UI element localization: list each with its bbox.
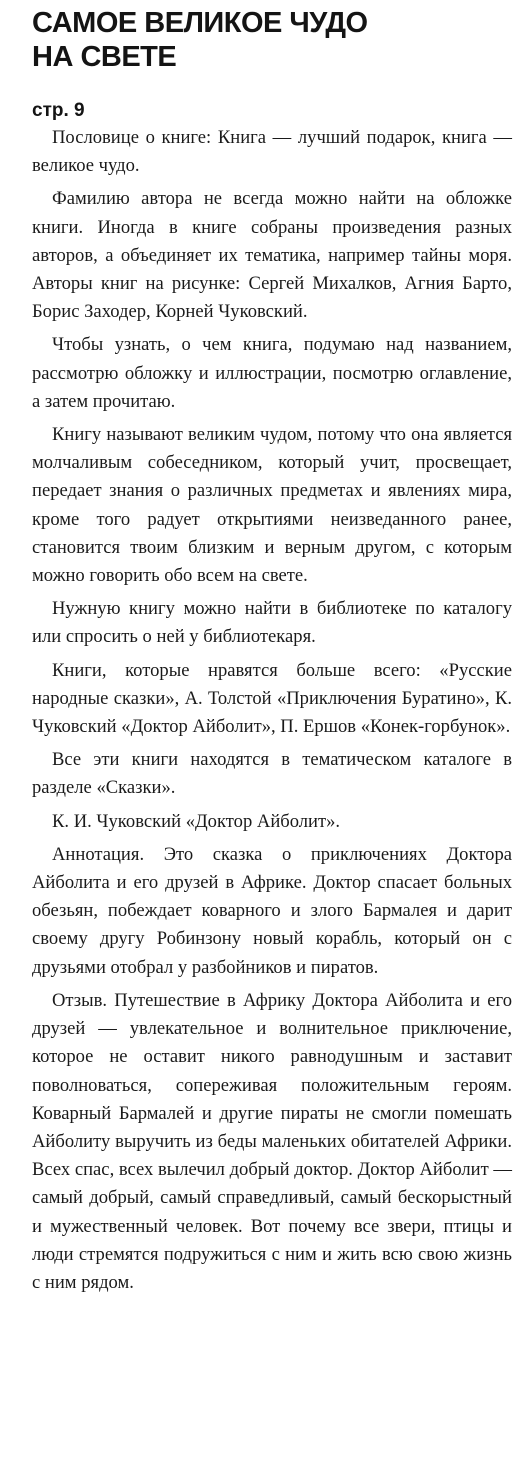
paragraph-proverb: Пословице о книге: Книга — лучший подарок, книга — великое чудо. xyxy=(32,127,512,177)
paragraph-great-miracle: Книгу называют великим чудом, потому что она является молчаливым собеседником, который учит, просвещает, передает знания о различных предметах и явлениях мира, кроме того радует открытиями неизведанного ранее, становится твоим близким и верным другом, с которым можно говорить обо всем на свете. xyxy=(32,424,512,587)
title-line-1: САМОЕ ВЕЛИКОЕ ЧУДО xyxy=(32,7,368,39)
paragraph-how-to-learn: Чтобы узнать, о чем книга, подумаю над названием, рассмотрю обложку и иллюстрации, посмотрю оглавление, а затем прочитаю. xyxy=(32,334,512,412)
paragraph-library: Нужную книгу можно найти в библиотеке по каталогу или спросить о ней у библиотекаря. xyxy=(32,598,512,648)
page-reference: стр. 9 xyxy=(32,100,85,121)
title-line-2: НА СВЕТЕ xyxy=(32,41,177,73)
paragraph-catalog: Все эти книги находятся в тематическом каталоге в разделе «Сказки». xyxy=(32,749,512,799)
paragraph-review: Отзыв. Путешествие в Африку Доктора Айболита и его друзей — увлекательное и волнительное приключение, которое не оставит никого равнодушным и заставит поволноваться, сопереживая положительным героям. Коварный Бармалей и другие пираты не смогли помешать Айболиту выручить из беды маленьких обитателей Африки. Всех спас, всех вылечил добрый доктор. Доктор Айболит — самый добрый, самый справедливый, самый бескорыстный и мужественный человек. Вот почему все звери, птицы и люди стремятся подружиться с ним и жить всю свою жизнь с ним рядом. xyxy=(32,989,512,1293)
paragraph-annotation: Аннотация. Это сказка о приключениях Доктора Айболита и его друзей в Африке. Доктор спасает больных обезьян, побеждает коварного и злого Бармалея и дарит своему другу Робинзону новый корабль, который он с друзьями отобрал у разбойников и пиратов. xyxy=(32,843,512,978)
page-title xyxy=(32,6,512,74)
document-body xyxy=(32,124,512,1297)
paragraph-book-title: К. И. Чуковский «Доктор Айболит». xyxy=(52,810,341,832)
paragraph-authors: Фамилию автора не всегда можно найти на обложке книги. Иногда в книге собраны произведения разных авторов, а объединяет их тематика, например тайны моря. Авторы книг на рисунке: Сергей Михалков, Агния Барто, Борис Заходер, Корней Чуковский. xyxy=(32,188,512,323)
paragraph-favorite-books: Книги, которые нравятся больше всего: «Русские народные сказки», А. Толстой «Приключения Буратино», К. Чуковский «Доктор Айболит», П. Ершов «Конек-горбунок». xyxy=(32,659,512,738)
